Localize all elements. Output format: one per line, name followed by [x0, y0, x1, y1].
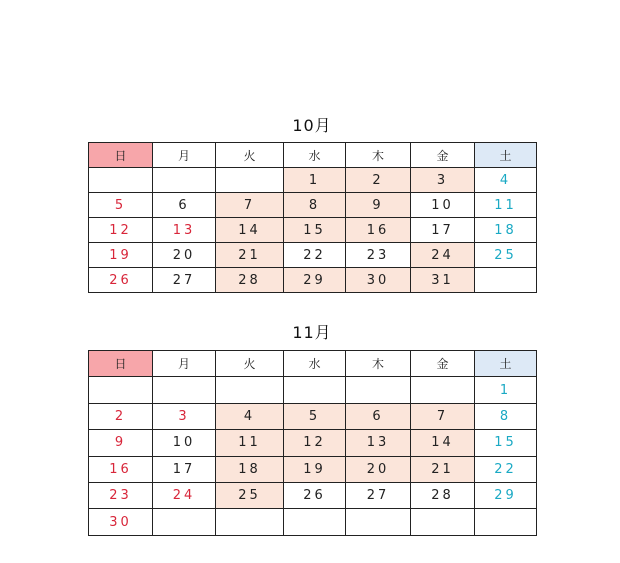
weekday-header: 月: [153, 351, 216, 377]
empty-day-cell: [216, 377, 284, 403]
empty-day-cell: [153, 168, 216, 193]
day-cell: 24: [411, 243, 475, 268]
day-cell: 20: [346, 456, 411, 482]
empty-day-cell: [153, 509, 216, 535]
weekday-header: 火: [216, 351, 284, 377]
weekday-header: 日: [89, 143, 153, 168]
day-cell: 22: [284, 243, 346, 268]
day-cell: 9: [346, 193, 411, 218]
day-cell: 12: [284, 430, 346, 456]
week-row: [89, 430, 537, 456]
weekday-header: 金: [411, 143, 475, 168]
day-cell: 19: [89, 243, 153, 268]
calendar-november: [88, 350, 537, 536]
day-cell: 11: [216, 430, 284, 456]
day-cell: 15: [475, 430, 537, 456]
day-cell: 6: [153, 193, 216, 218]
day-cell: 6: [346, 403, 411, 429]
empty-day-cell: [284, 377, 346, 403]
empty-day-cell: [411, 509, 475, 535]
month-title-november: 11月: [292, 323, 332, 342]
week-row: [89, 403, 537, 429]
day-cell: 12: [89, 218, 153, 243]
day-cell: 2: [346, 168, 411, 193]
week-row: [89, 268, 537, 293]
weekday-header: 金: [411, 351, 475, 377]
day-cell: 8: [475, 403, 537, 429]
day-cell: 20: [153, 243, 216, 268]
day-cell: 16: [346, 218, 411, 243]
week-row: [89, 482, 537, 508]
day-cell: 27: [346, 482, 411, 508]
empty-day-cell: [346, 377, 411, 403]
day-cell: 13: [346, 430, 411, 456]
weekday-header: 日: [89, 351, 153, 377]
day-cell: 18: [475, 218, 537, 243]
empty-day-cell: [284, 509, 346, 535]
day-cell: 28: [216, 268, 284, 293]
weekday-header: 土: [475, 351, 537, 377]
day-cell: 11: [475, 193, 537, 218]
weekday-header-row: [89, 351, 537, 377]
day-cell: 4: [475, 168, 537, 193]
day-cell: 5: [89, 193, 153, 218]
empty-day-cell: [475, 509, 537, 535]
day-cell: 28: [411, 482, 475, 508]
day-cell: 3: [153, 403, 216, 429]
day-cell: 3: [411, 168, 475, 193]
day-cell: 26: [89, 268, 153, 293]
week-row: [89, 218, 537, 243]
day-cell: 9: [89, 430, 153, 456]
week-row: [89, 456, 537, 482]
day-cell: 25: [216, 482, 284, 508]
day-cell: 31: [411, 268, 475, 293]
empty-day-cell: [411, 377, 475, 403]
week-row: [89, 193, 537, 218]
day-cell: 21: [411, 456, 475, 482]
empty-day-cell: [153, 377, 216, 403]
day-cell: 1: [475, 377, 537, 403]
day-cell: 14: [216, 218, 284, 243]
day-cell: 19: [284, 456, 346, 482]
day-cell: 17: [411, 218, 475, 243]
weekday-header: 月: [153, 143, 216, 168]
day-cell: 30: [89, 509, 153, 535]
week-row: [89, 243, 537, 268]
day-cell: 23: [89, 482, 153, 508]
day-cell: 29: [475, 482, 537, 508]
day-cell: 15: [284, 218, 346, 243]
day-cell: 18: [216, 456, 284, 482]
day-cell: 26: [284, 482, 346, 508]
empty-day-cell: [216, 509, 284, 535]
day-cell: 27: [153, 268, 216, 293]
weekday-header: 土: [475, 143, 537, 168]
day-cell: 10: [411, 193, 475, 218]
month-title-october: 10月: [292, 116, 332, 135]
day-cell: 24: [153, 482, 216, 508]
empty-day-cell: [216, 168, 284, 193]
day-cell: 14: [411, 430, 475, 456]
weekday-header: 水: [284, 351, 346, 377]
empty-day-cell: [346, 509, 411, 535]
weekday-header: 火: [216, 143, 284, 168]
day-cell: 10: [153, 430, 216, 456]
weekday-header: 水: [284, 143, 346, 168]
day-cell: 16: [89, 456, 153, 482]
empty-day-cell: [89, 168, 153, 193]
day-cell: 2: [89, 403, 153, 429]
weekday-header-row: [89, 143, 537, 168]
day-cell: 4: [216, 403, 284, 429]
day-cell: 22: [475, 456, 537, 482]
day-cell: 30: [346, 268, 411, 293]
day-cell: 21: [216, 243, 284, 268]
day-cell: 23: [346, 243, 411, 268]
calendar-october: [88, 142, 537, 293]
day-cell: 1: [284, 168, 346, 193]
weekday-header: 木: [346, 143, 411, 168]
day-cell: 13: [153, 218, 216, 243]
day-cell: 29: [284, 268, 346, 293]
week-row: [89, 377, 537, 403]
empty-day-cell: [89, 377, 153, 403]
weekday-header: 木: [346, 351, 411, 377]
day-cell: 25: [475, 243, 537, 268]
day-cell: 7: [216, 193, 284, 218]
empty-day-cell: [475, 268, 537, 293]
week-row: [89, 168, 537, 193]
week-row: [89, 509, 537, 535]
day-cell: 8: [284, 193, 346, 218]
day-cell: 17: [153, 456, 216, 482]
day-cell: 7: [411, 403, 475, 429]
day-cell: 5: [284, 403, 346, 429]
